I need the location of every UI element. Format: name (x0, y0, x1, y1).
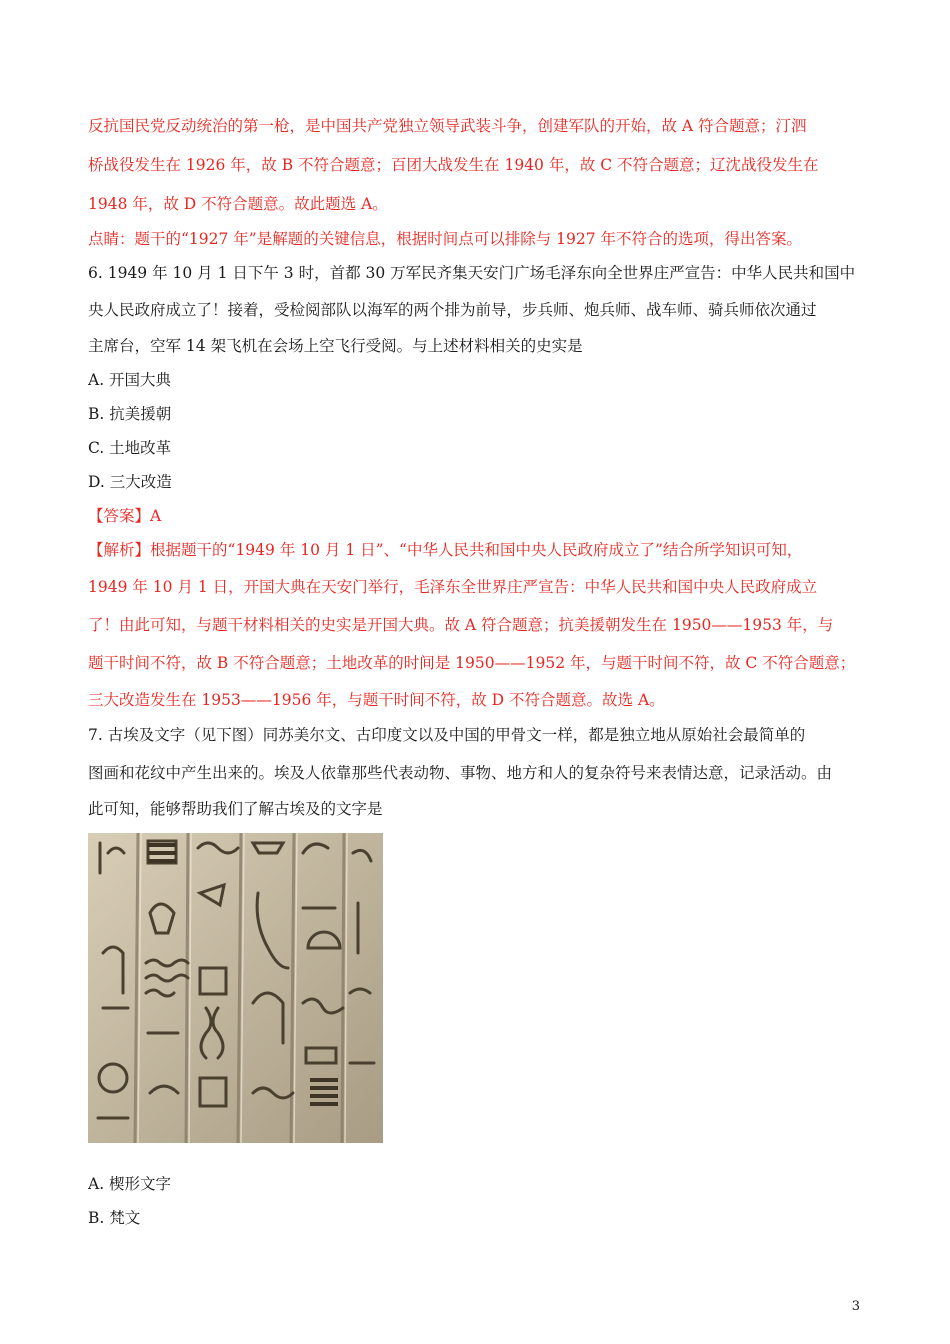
prev-explanation-line-2: 桥战役发生在 1926 年，故 B 不符合题意；百团大战发生在 1940 年，故 C 不符合题意；辽沈战役发生在 (88, 156, 819, 174)
egyptian-hieroglyphs-image (88, 833, 383, 1143)
answer-label: 【答案】 (88, 507, 151, 525)
q6-stem-line-2: 央人民政府成立了！接着，受检阅部队以海军的两个排为前导，步兵师、炮兵师、战车师、骑兵师依次通过 (88, 301, 817, 319)
q7-stem-line-1: 7. 古埃及文字（见下图）同苏美尔文、古印度文以及中国的甲骨文一样，都是独立地从原始社会最简单的 (88, 726, 806, 744)
q6-stem-line-1: 6. 1949 年 10 月 1 日下午 3 时，首都 30 万军民齐集天安门广场毛泽东向全世界庄严宣告：中华人民共和国中 (88, 264, 856, 282)
q6-option-c: C. 土地改革 (88, 439, 172, 457)
q6-analysis-line-4: 题干时间不符，故 B 不符合题意；土地改革的时间是 1950——1952 年，与题干时间不符，故 C 不符合题意； (88, 654, 856, 672)
q7-option-b: B. 梵文 (88, 1209, 141, 1227)
q6-option-a: A. 开国大典 (88, 371, 172, 389)
q6-analysis-line-5: 三大改造发生在 1953——1956 年，与题干时间不符，故 D 不符合题意。故选 A。 (88, 691, 665, 709)
prev-explanation-line-3: 1948 年，故 D 不符合题意。故此题选 A。 (88, 195, 388, 213)
q7-stem-line-3: 此可知，能够帮助我们了解古埃及的文字是 (88, 800, 383, 818)
q6-stem-line-3: 主席台，空军 14 架飞机在会场上空飞行受阅。与上述材料相关的史实是 (88, 337, 583, 355)
q6-analysis-line-3: 了！由此可知，与题干材料相关的史实是开国大典。故 A 符合题意；抗美援朝发生在 1950——1953 年，与 (88, 616, 834, 634)
analysis-text: 根据题干的“1949 年 10 月 1 日”、“中华人民共和国中央人民政府成立了”结合所学知识可知， (150, 541, 803, 559)
prev-dianjing-line: 点睛：题干的“1927 年”是解题的关键信息，根据时间点可以排除与 1927 年不符合的选项，得出答案。 (88, 230, 803, 248)
prev-explanation-line-1: 反抗国民党反动统治的第一枪，是中国共产党独立领导武装斗争，创建军队的开始，故 A 符合题意；汀泗 (88, 117, 807, 135)
q6-answer (88, 505, 868, 527)
q7-stem-line-2: 图画和花纹中产生出来的。埃及人依靠那些代表动物、事物、地方和人的复杂符号来表情达意，记录活动。由 (88, 764, 833, 782)
q6-option-b: B. 抗美援朝 (88, 405, 172, 423)
answer-value: A (150, 507, 162, 525)
q6-option-d: D. 三大改造 (88, 473, 172, 491)
hieroglyph-stone-illustration (88, 833, 383, 1143)
q6-analysis-line-1 (88, 539, 868, 561)
analysis-label: 【解析】 (88, 541, 151, 559)
q6-analysis-line-2: 1949 年 10 月 1 日，开国大典在天安门举行，毛泽东全世界庄严宣告：中华人民共和国中央人民政府成立 (88, 578, 818, 596)
q7-option-a: A. 楔形文字 (88, 1175, 172, 1193)
page-number: 3 (851, 1299, 860, 1314)
